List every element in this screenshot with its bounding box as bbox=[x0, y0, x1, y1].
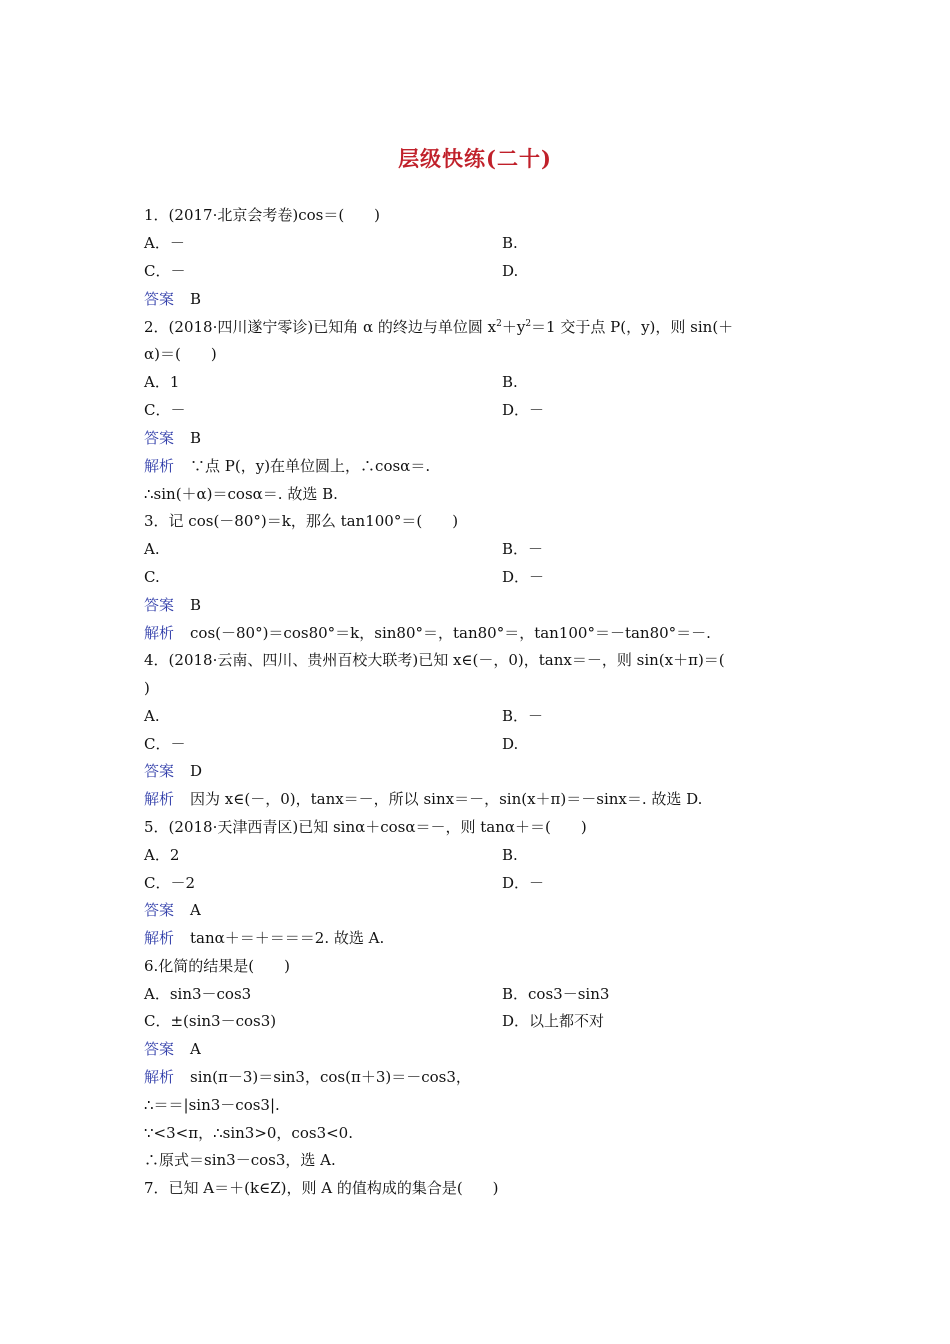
q4-analysis bbox=[144, 789, 702, 809]
q6-option-b: B．cos3－sin3 bbox=[502, 985, 610, 1003]
q1-option-a: A．－ bbox=[144, 234, 185, 252]
q2-option-d: D．－ bbox=[502, 401, 545, 419]
answer-label: 答案 bbox=[144, 762, 175, 780]
q1-option-d: D. bbox=[502, 262, 519, 280]
q6-analysis-line-3: ∵<3<π，∴sin3>0，cos3<0. bbox=[144, 1124, 353, 1142]
q6-answer bbox=[144, 1039, 201, 1059]
q3-analysis bbox=[144, 623, 711, 643]
analysis-label: 解析 bbox=[144, 624, 175, 642]
q3-stem: 3．记 cos(－80°)＝k，那么 tan100°＝( ) bbox=[144, 512, 459, 530]
q4-analysis-text: 因为 x∈(－，0)，tanx＝－，所以 sinx＝－，sin(x＋π)＝－sinx＝. 故选 D. bbox=[190, 790, 703, 808]
q6-answer-value: A bbox=[190, 1040, 201, 1058]
q3-option-c: C. bbox=[144, 568, 160, 586]
q2-exponent: 2 bbox=[496, 319, 502, 329]
answer-label: 答案 bbox=[144, 290, 175, 308]
q4-stem-continued: ) bbox=[144, 679, 150, 697]
q6-option-a: A．sin3－cos3 bbox=[144, 985, 252, 1003]
q2-stem-part: ＝1 交于点 P(，y)，则 sin(＋ bbox=[531, 318, 734, 336]
q7-stem: 7．已知 A＝＋(k∈Z)，则 A 的值构成的集合是( ) bbox=[144, 1179, 499, 1197]
q5-option-d: D．－ bbox=[502, 874, 545, 892]
q1-option-b: B. bbox=[502, 234, 518, 252]
q2-option-a: A．1 bbox=[144, 373, 180, 391]
q2-answer bbox=[144, 428, 201, 448]
q4-stem: 4．(2018·云南、四川、贵州百校大联考)已知 x∈(－，0)，tanx＝－，则 sin(x＋π)＝( bbox=[144, 651, 725, 669]
q3-option-a: A. bbox=[144, 540, 160, 558]
q5-option-b: B. bbox=[502, 846, 518, 864]
q2-analysis bbox=[144, 456, 430, 476]
q6-analysis-text: sin(π－3)＝sin3，cos(π＋3)＝－cos3， bbox=[190, 1068, 471, 1086]
q6-analysis bbox=[144, 1067, 471, 1087]
answer-label: 答案 bbox=[144, 901, 175, 919]
q5-option-c: C．－2 bbox=[144, 874, 196, 892]
q6-analysis-line-4: ∴原式＝sin3－cos3，选 A. bbox=[144, 1151, 336, 1169]
q1-stem: 1．(2017·北京会考卷)cos＝( ) bbox=[144, 206, 381, 224]
analysis-label: 解析 bbox=[144, 457, 175, 475]
q2-exponent: 2 bbox=[525, 319, 532, 329]
q2-option-c: C．－ bbox=[144, 401, 186, 419]
q2-analysis-text: ∵点 P(，y)在单位圆上，∴cosα＝. bbox=[190, 457, 431, 475]
q3-answer-value: B bbox=[190, 596, 202, 614]
q3-analysis-text: cos(－80°)＝cos80°＝k，sin80°＝，tan80°＝，tan100°＝－tan80°＝－. bbox=[190, 624, 711, 642]
analysis-label: 解析 bbox=[144, 929, 175, 947]
q3-option-b: B．－ bbox=[502, 540, 544, 558]
q1-answer-value: B bbox=[190, 290, 202, 308]
q4-answer-value: D bbox=[190, 762, 203, 780]
q5-analysis-text: tanα＋＝＋＝＝＝2. 故选 A. bbox=[190, 929, 385, 947]
q6-stem: 6.化简的结果是( ) bbox=[144, 957, 291, 975]
q4-option-c: C．－ bbox=[144, 735, 186, 753]
answer-label: 答案 bbox=[144, 1040, 175, 1058]
analysis-label: 解析 bbox=[144, 790, 175, 808]
q4-option-b: B．－ bbox=[502, 707, 544, 725]
q3-answer bbox=[144, 595, 201, 615]
q5-stem: 5．(2018·天津西青区)已知 sinα＋cosα＝－，则 tanα＋＝( ) bbox=[144, 818, 587, 836]
q3-option-d: D．－ bbox=[502, 568, 545, 586]
q2-analysis-continued: ∴sin(＋α)＝cosα＝. 故选 B. bbox=[144, 485, 338, 503]
q2-stem-part: 2．(2018·四川遂宁零诊)已知角 α 的终边与单位圆 x bbox=[144, 318, 497, 336]
answer-label: 答案 bbox=[144, 429, 175, 447]
q5-answer-value: A bbox=[190, 901, 201, 919]
page-title: 层级快练(二十) bbox=[398, 146, 552, 171]
q5-answer bbox=[144, 900, 201, 920]
q4-option-d: D. bbox=[502, 735, 519, 753]
q1-option-c: C．－ bbox=[144, 262, 186, 280]
q2-answer-value: B bbox=[190, 429, 202, 447]
q2-option-b: B. bbox=[502, 373, 518, 391]
q5-option-a: A．2 bbox=[144, 846, 180, 864]
q1-answer bbox=[144, 289, 201, 309]
q4-answer bbox=[144, 761, 202, 781]
q6-analysis-line-2: ∴＝＝|sin3－cos3|. bbox=[144, 1096, 280, 1114]
q2-stem-part: ＋y bbox=[501, 318, 526, 336]
answer-label: 答案 bbox=[144, 596, 175, 614]
q5-analysis bbox=[144, 928, 384, 948]
q6-option-d: D．以上都不对 bbox=[502, 1012, 605, 1030]
q4-option-a: A. bbox=[144, 707, 160, 725]
analysis-label: 解析 bbox=[144, 1068, 175, 1086]
q6-option-c: C．±(sin3－cos3) bbox=[144, 1012, 277, 1030]
q2-stem-continued: α)＝( ) bbox=[144, 345, 217, 363]
q2-stem bbox=[144, 317, 733, 337]
